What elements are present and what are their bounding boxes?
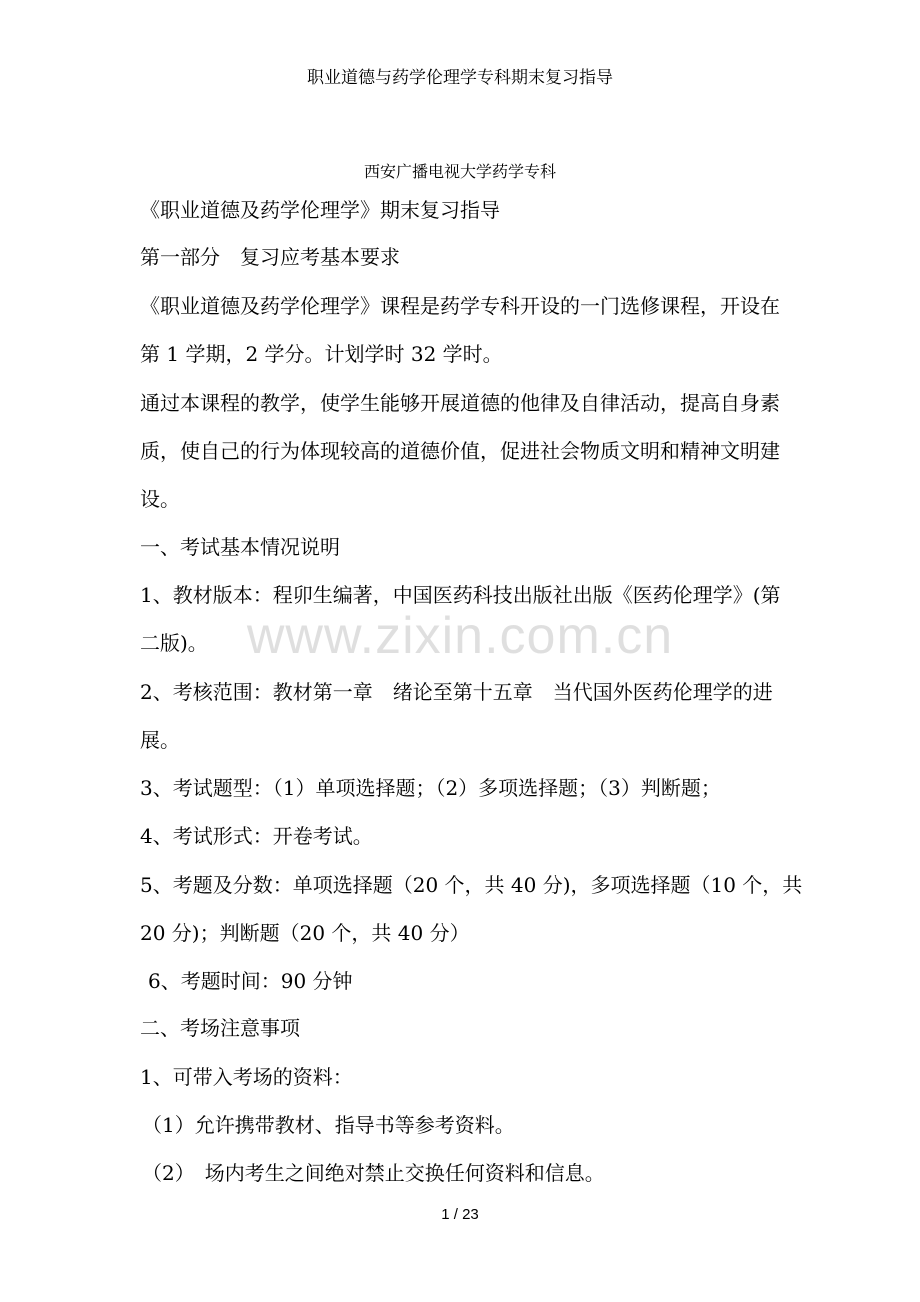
- watermark: www.zixin.com.cn: [246, 607, 674, 665]
- section-heading: 一、考试基本情况说明: [140, 535, 340, 559]
- list-item: 3、考试题型：（1）单项选择题；（2）多项选择题；（3）判断题；: [140, 776, 721, 800]
- paragraph-line: 第 1 学期，2 学分。计划学时 32 学时。: [140, 342, 503, 366]
- page-number: 1 / 23: [441, 1206, 479, 1223]
- paragraph-line: 《职业道德及药学伦理学》课程是药学专科开设的一门选修课程，开设在: [140, 294, 780, 318]
- list-item: 1、可带入考场的资料：: [140, 1065, 353, 1089]
- paragraph-line: 质，使自己的行为体现较高的道德价值，促进社会物质文明和精神文明建: [140, 439, 780, 463]
- list-item-continuation: 二版)。: [140, 631, 208, 655]
- list-item: 1、教材版本：程卯生编著，中国医药科技出版社出版《医药伦理学》(第: [140, 583, 781, 607]
- list-item: 2、考核范围：教材第一章 绪论至第十五章 当代国外医药伦理学的进: [140, 680, 773, 704]
- document-subtitle: 西安广播电视大学药学专科: [363, 162, 556, 181]
- list-item: 4、考试形式：开卷考试。: [140, 824, 373, 848]
- paragraph-line: 通过本课程的教学，使学生能够开展道德的他律及自律活动，提高自身素: [140, 391, 780, 415]
- list-item-continuation: 展。: [140, 728, 180, 752]
- document-title: 《职业道德及药学伦理学》期末复习指导: [140, 198, 500, 222]
- section-heading: 二、考场注意事项: [140, 1016, 300, 1040]
- paragraph-line: 设。: [140, 487, 180, 511]
- section-heading: 第一部分 复习应考基本要求: [140, 245, 400, 269]
- list-item-continuation: 20 分)；判断题（20 个，共 40 分）: [140, 921, 470, 945]
- list-item: 6、考题时间：90 分钟: [148, 969, 353, 993]
- sub-list-item: （2） 场内考生之间绝对禁止交换任何资料和信息。: [142, 1161, 605, 1185]
- list-item: 5、考题及分数：单项选择题（20 个，共 40 分)，多项选择题（10 个，共: [140, 873, 803, 897]
- sub-list-item: （1）允许携带教材、指导书等参考资料。: [142, 1113, 515, 1137]
- page-header: 职业道德与药学伦理学专科期末复习指导: [307, 68, 613, 88]
